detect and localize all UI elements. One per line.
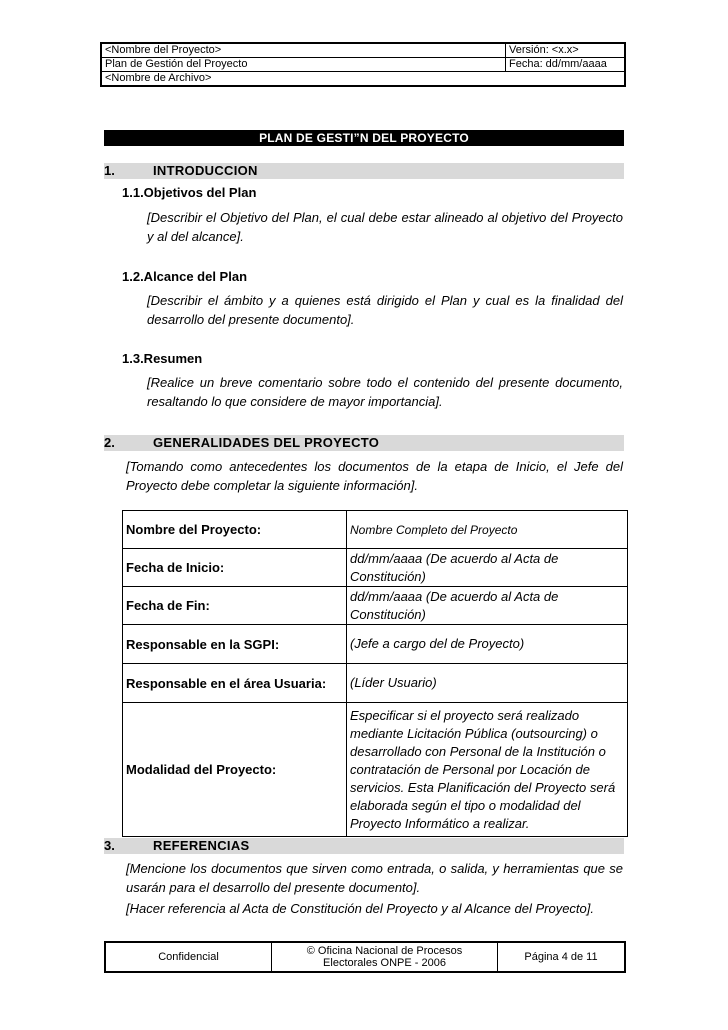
table-value: (Líder Usuario) (347, 664, 628, 703)
subsection-title-resumen: 1.3.Resumen (122, 351, 203, 366)
section-number: 1. (104, 163, 115, 178)
table-key: Fecha de Fin: (123, 587, 347, 625)
paragraph-generalidades: [Tomando como antecedentes los documentos de la etapa de Inicio, el Jefe del Proyecto debe completar la siguiente información]. (126, 459, 623, 493)
footer-confidential: Confidencial (106, 943, 272, 971)
paragraph-referencias-acta: [Hacer referencia al Acta de Constitución del Proyecto y al Alcance del Proyecto]. (126, 901, 594, 916)
table-key: Fecha de Inicio: (123, 549, 347, 587)
header-version: Versión: <x.x> (509, 44, 579, 56)
document-footer (104, 941, 626, 973)
subsection-title-alcance: 1.2.Alcance del Plan (122, 269, 248, 284)
section-number: 3. (104, 838, 115, 853)
section-label: INTRODUCCION (153, 163, 258, 178)
document-title: PLAN DE GESTI”N DEL PROYECTO (104, 130, 624, 146)
paragraph-referencias: [Mencione los documentos que sirven como entrada, o salida, y herramientas que se usarán para el desarrollo del presente documento]. (126, 861, 623, 895)
paragraph-resumen: [Realice un breve comentario sobre todo el contenido del presente documento, resaltando lo que considere de mayor importancia]. (147, 375, 623, 409)
paragraph-alcance: [Describir el ámbito y a quienes está dirigido el Plan y cual es la finalidad del desarrollo del presente documento]. (147, 293, 623, 327)
footer-org-line1: © Oficina Nacional de Procesos (306, 945, 463, 957)
section-label: GENERALIDADES DEL PROYECTO (153, 435, 380, 450)
table-row (123, 587, 628, 625)
section-heading-introduccion (104, 163, 624, 179)
section-number: 2. (104, 435, 115, 450)
footer-page-number: Página 4 de 11 (524, 951, 598, 963)
table-value: Especificar si el proyecto será realizado mediante Licitación Pública (outsourcing) o desarrollado con Personal de la Institución o contratación de Personal por Locación de servicios. Esta Planificación del Proyecto será elaborada según el tipo o modalidad del Proyecto Informático a realizar. (347, 703, 628, 837)
footer-organization (272, 943, 498, 971)
section-heading-referencias (104, 838, 624, 854)
header-file-name: <Nombre de Archivo> (105, 72, 212, 84)
table-value: (Jefe a cargo del de Proyecto) (347, 625, 628, 664)
table-row (123, 703, 628, 837)
table-value: dd/mm/aaaa (De acuerdo al Acta de Constitución) (347, 549, 628, 587)
header-project-name: <Nombre del Proyecto> (102, 44, 506, 57)
paragraph-objetivos: [Describir el Objetivo del Plan, el cual debe estar alineado al objetivo del Proyecto y al del alcance]. (147, 210, 623, 244)
section-label: REFERENCIAS (153, 838, 250, 853)
header-date: Fecha: dd/mm/aaaa (509, 58, 607, 70)
table-row (123, 549, 628, 587)
table-row (123, 664, 628, 703)
table-row (123, 625, 628, 664)
subsection-title-objetivos: 1.1.Objetivos del Plan (122, 185, 257, 200)
table-row (123, 511, 628, 549)
document-header (100, 42, 626, 87)
table-key: Nombre del Proyecto: (123, 511, 347, 549)
table-key: Modalidad del Proyecto: (123, 703, 347, 837)
section-heading-generalidades (104, 435, 624, 451)
header-plan-name: Plan de Gestión del Proyecto (102, 58, 506, 71)
table-value: Nombre Completo del Proyecto (347, 511, 628, 549)
table-key: Responsable en el área Usuaria: (123, 664, 347, 703)
table-key: Responsable en la SGPI: (123, 625, 347, 664)
footer-org-line2: Electorales ONPE - 2006 (323, 957, 446, 969)
project-info-table (122, 510, 628, 837)
table-value: dd/mm/aaaa (De acuerdo al Acta de Constitución) (347, 587, 628, 625)
